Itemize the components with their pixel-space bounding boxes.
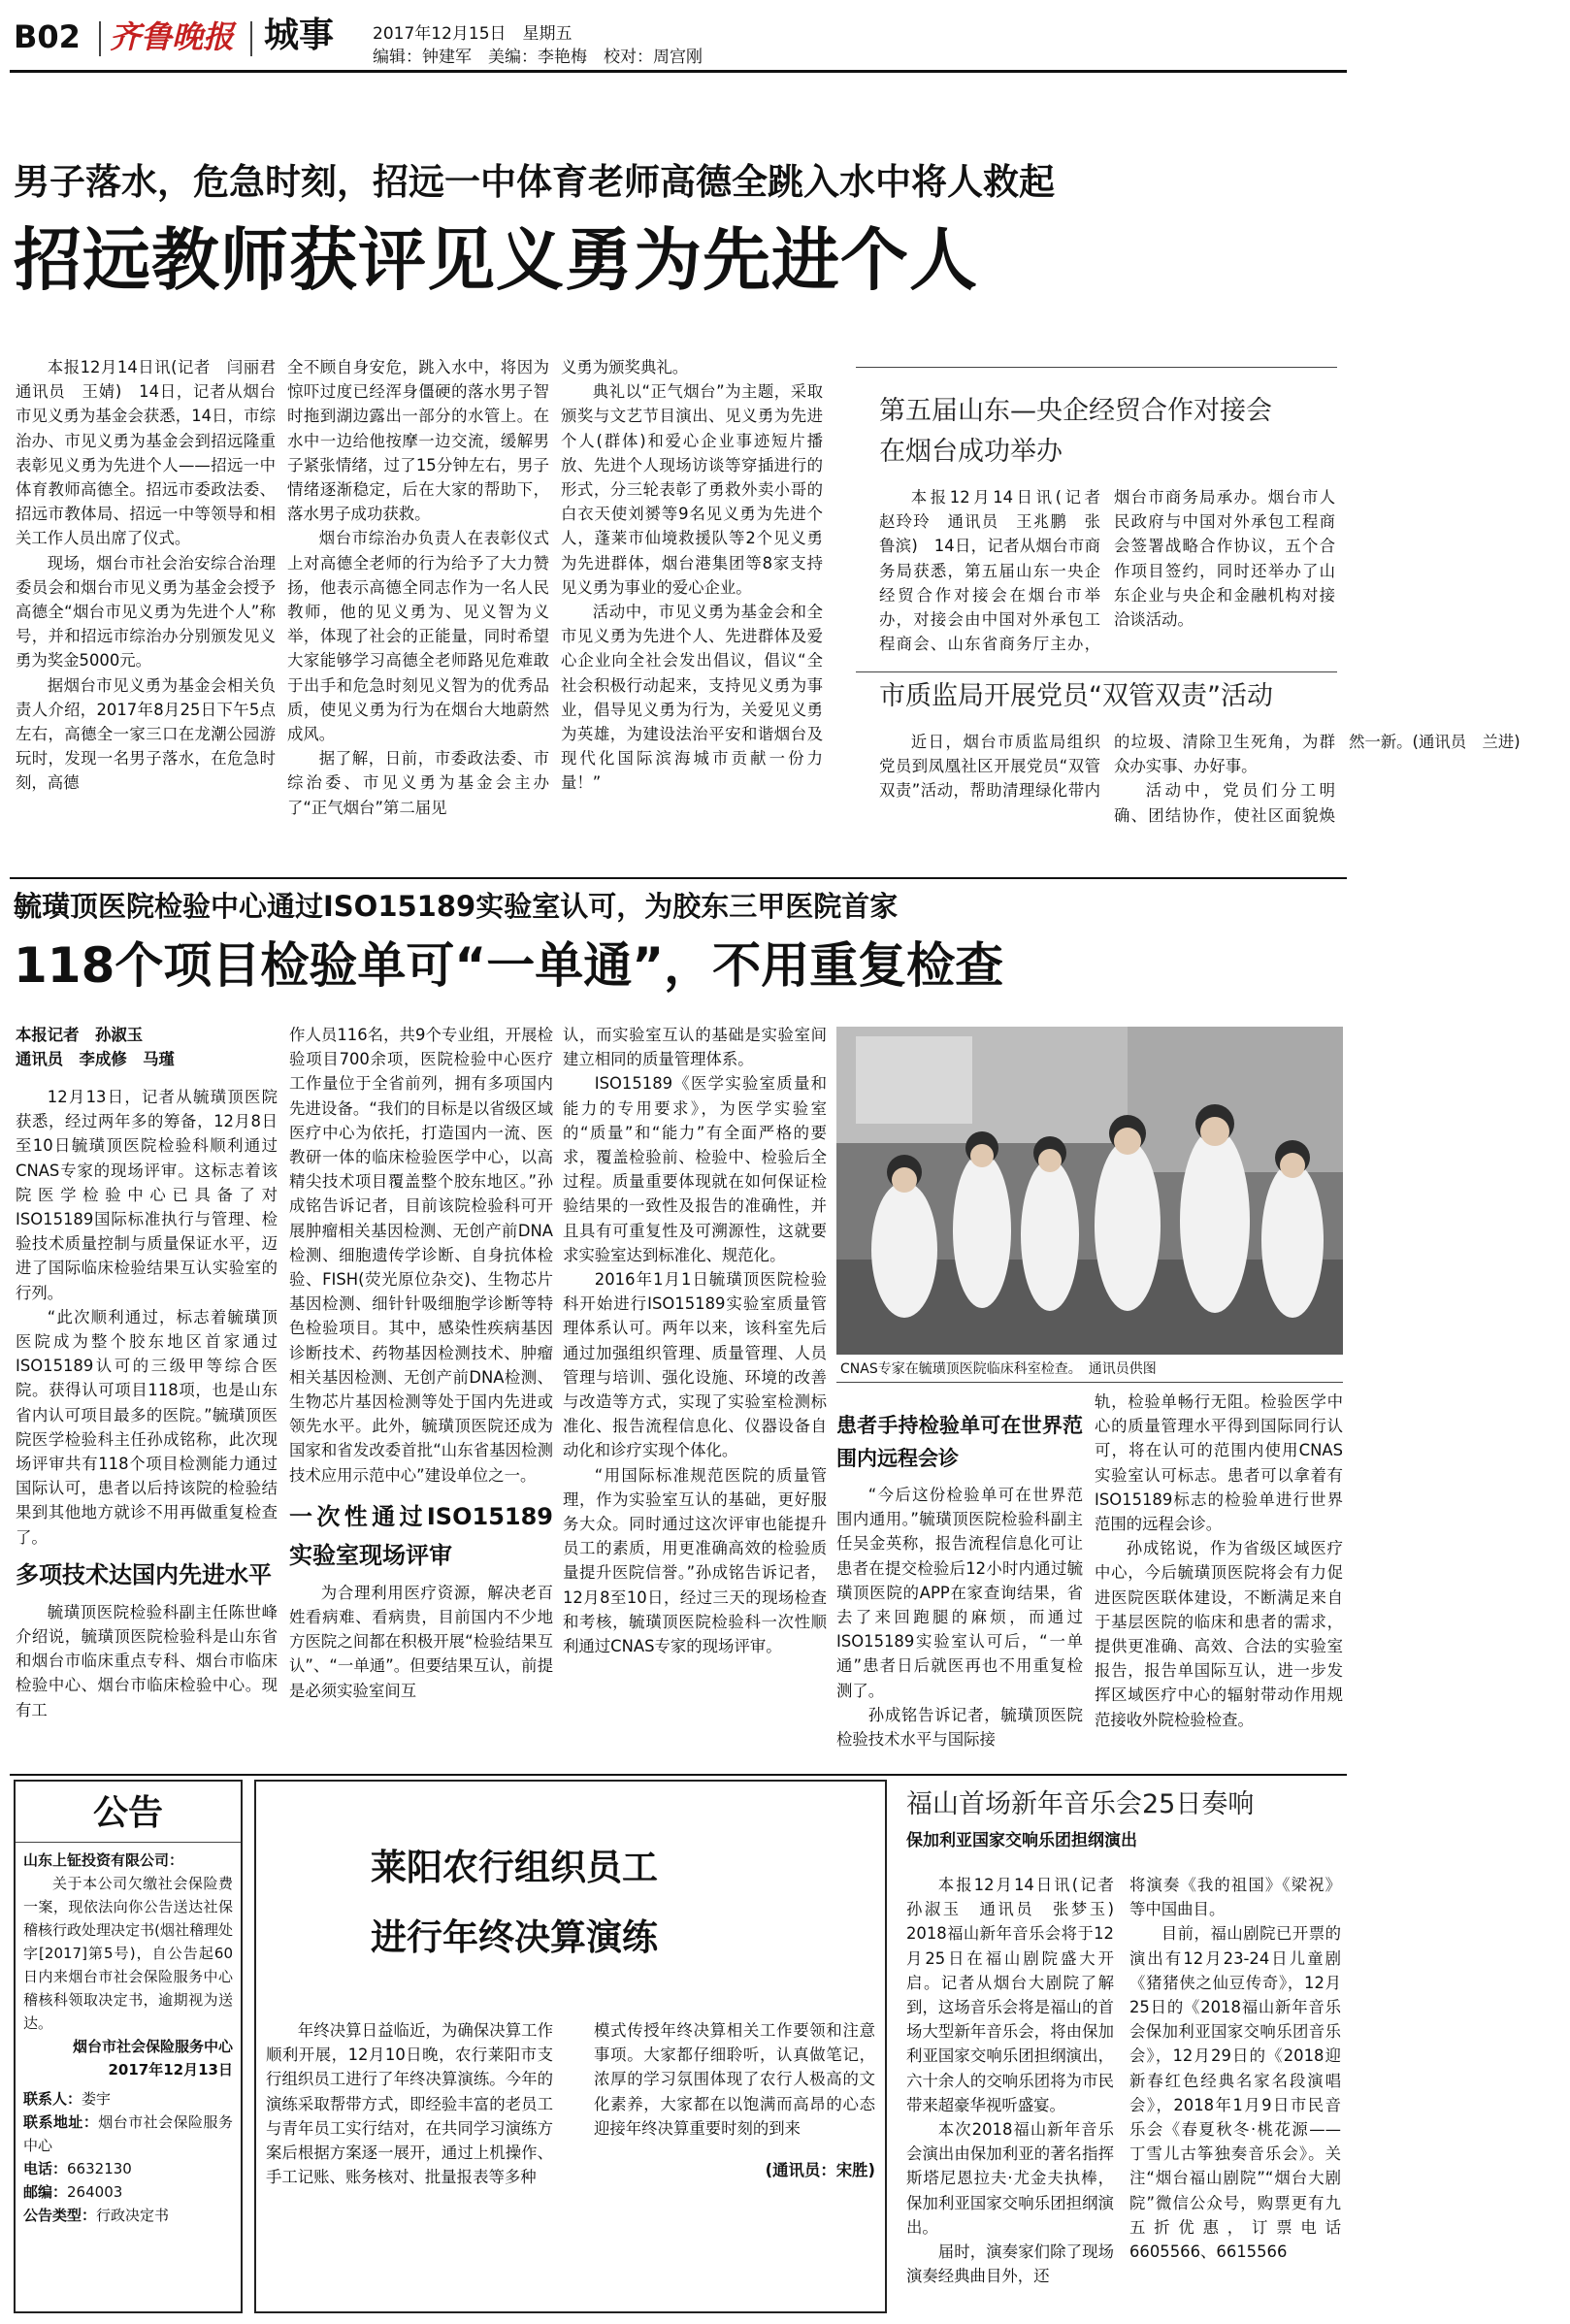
issue-date: 2017年12月15日 星期五 (373, 24, 572, 44)
notice-fields (23, 2087, 233, 2227)
lead-col1-p3: 据烟台市见义勇为基金会相关负责人介绍，2017年8月25日下午5点左右，高德全一家三口在龙潮公园游玩时，发现一名男子落水，在危急时刻，高德 (16, 675, 276, 793)
notice-title-rule (16, 1842, 241, 1843)
lead-col-2 (287, 355, 549, 820)
hospital-col-5 (1095, 1390, 1343, 1732)
lead-col2-p3: 据了解，日前，市委政法委、市综治委、市见义勇为基金会主办了“正气烟台”第二届见 (287, 749, 549, 817)
notice-field-value: 6632130 (67, 2160, 132, 2177)
lead-col3-p1: 义勇为颁奖典礼。 (561, 358, 689, 376)
lead-bottom-rule (10, 877, 1347, 879)
side-brief-1-p1: 本报12月14日讯(记者 赵玲玲 通讯员 王兆鹏 张鲁滨) 14日，记者从烟台市商务局获悉，第五届山东一央企经贸合作对接会在烟台市举办，对接会由中国对外承包工程商会、山东省商务厅主办，烟台市商务局承办。烟台市人民政府与中国对外承包工程商会签署战略合作协议，五个合作项目签约，同时还举办了山东企业与央企和金融机构对接洽谈活动。 (879, 488, 1335, 654)
lead-col-3 (561, 355, 823, 796)
hospital-col-4 (836, 1386, 1083, 1751)
notice-field-key: 邮编： (23, 2183, 68, 2201)
lead-col3-p2: 典礼以“正气烟台”为主题，采取颁奖与文艺节目演出、见义勇为先进个人(群体)和爱心企业事迹短片播放、先进个人现场访谈等穿插进行的形式，分三轮表彰了勇救外卖小哥的白衣天使刘赟等9名见义勇为先进个人，蓬莱市仙境救援队等2个见义勇为先进群体，烟台港集团等8家支持见义勇为事业的爱心企业。 (561, 382, 823, 597)
bank-signature: (通讯员：宋胜) (765, 2161, 875, 2180)
bank-col2-p1: 模式传授年终决算相关工作要领和注意事项。大家都仔细聆听，认真做笔记，浓厚的学习氛围体现了农行人极高的文化素养，大家都在以饱满而高昂的心态迎接年终决算重要时刻的到来 (594, 2021, 875, 2138)
notice-field (23, 2204, 233, 2227)
notice-field-key: 电话： (23, 2160, 68, 2177)
hospital-col-2 (289, 1023, 553, 1703)
hospital-col-1 (16, 1085, 278, 1722)
lead-kicker: 男子落水，危急时刻，招远一中体育老师高德全跳入水中将人救起 (14, 161, 1055, 203)
side-brief-mid-rule (856, 671, 1337, 672)
hospital-col2-p2: 为合理利用医疗资源，解决老百姓看病难、看病贵，目前国内不少地方医院之间都在积极开展“检验结果互认”、“一单通”。但要结果互认，前提是必须实验室间互 (289, 1583, 553, 1700)
bank-col-1 (266, 2018, 553, 2189)
page-code: B02 (14, 18, 81, 55)
hospital-col-3 (563, 1023, 827, 1658)
notice-field-key: 联系地址： (23, 2113, 99, 2131)
hospital-col1-subhead: 多项技术达国内先进水平 (16, 1560, 272, 1588)
side-brief-1-title-1: 第五届山东—央企经贸合作对接会 (879, 396, 1272, 426)
lead-col1-p2: 现场，烟台市社会治安综合治理委员会和烟台市见义勇为基金会授予高德全“烟台市见义勇为先进个人”称号，并和招远市综治办分别颁发见义勇为奖金5000元。 (16, 553, 276, 671)
hospital-col4-p2: 孙成铭告诉记者，毓璜顶医院检验技术水平与国际接 (836, 1705, 1083, 1750)
lead-col3-p3: 活动中，市见义勇为基金会和全市见义勇为先进个人、先进群体及爱心企业向全社会发出倡议，倡议“全社会积极行动起来，支持见义勇为事业，倡导见义勇为行为，关爱见义勇为英雄，为建设法治平安和谐烟台及现代化国际滨海城市贡献一份力量！” (561, 603, 823, 793)
hospital-photo-caption: CNAS专家在毓璜顶医院临床科室检查。 通讯员供图 (840, 1361, 1157, 1377)
bank-headline-2: 进行年终决算演练 (371, 1916, 658, 1958)
concert-title: 福山首场新年音乐会25日奏响 (906, 1789, 1255, 1819)
notice-title: 公告 (92, 1793, 163, 1833)
notice-box (14, 1780, 243, 2313)
side-brief-2-p1: 近日，烟台市质监局组织党员到凤凰社区开展党员“双管双责”活动，帮助清理绿化带内的垃圾、清除卫生死角，为群众办实事、办好事。 (879, 733, 1335, 801)
hospital-photo-image (836, 1027, 1343, 1355)
concert-col1-p2: 本次2018福山新年音乐会演出由保加利亚的著名指挥斯塔尼恩拉夫·尤金夫执棒，保加利亚国家交响乐团担纲演出。 (906, 2120, 1114, 2237)
hospital-col1-p2: “此次顺利通过，标志着毓璜顶医院成为整个胶东地区首家通过ISO15189认可的三级甲等综合医院。获得认可项目118项，也是山东省内认可项目最多的医院。”毓璜顶医院医学检验科主任孙成铭称，此次现场评审共有118个项目检测能力通过国际认可，患者以后持该院的检验结果到其他地方就诊不用再做重复检查了。 (16, 1307, 278, 1547)
lead-col2-p2: 烟台市综治办负责人在表彰仪式上对高德全老师的行为给予了大力赞扬，他表示高德全同志作为一名人民教师，他的见义勇为、见义智为义举，体现了社会的正能量，同时希望大家能够学习高德全老师路见危难敢于出手和危急时刻见义智为的优秀品质，使见义勇为行为在烟台大地蔚然成风。 (287, 529, 549, 744)
concert-col2-p1: 将演奏《我的祖国》《梁祝》等中国曲目。 (1129, 1876, 1341, 1919)
side-brief-top-rule (856, 367, 1337, 368)
issue-credits: 编辑：钟建军 美编：李艳梅 校对：周宫刚 (373, 48, 703, 67)
hospital-col3-p1: 认，而实验室互认的基础是实验室间建立相同的质量管理体系。 (563, 1026, 827, 1069)
notice-body: 关于本公司欠缴社会保险费一案，现依法向你公告送达社保稽核行政处理决定书(烟社稽理处字[2017]第5号)，自公告起60日内来烟台市社会保险服务中心稽核科领取决定书，逾期视为送达。 (23, 1875, 233, 2032)
concert-col1-p3: 届时，演奏家们除了现场演奏经典曲目外，还 (906, 2242, 1114, 2286)
notice-field (23, 2180, 233, 2204)
hospital-col3-p4: “用国际标准规范医院的质量管理，作为实验室互认的基础，更好服务大众。同时通过这次评审也能提升员工的素质，用更准确高效的检验质量提升医院信誉。”孙成铭告诉记者，12月8至10日，经过三天的现场检查和考核，毓璜顶医院检验科一次性顺利通过CNAS专家的现场评审。 (563, 1465, 827, 1656)
side-brief-2-title: 市质监局开展党员“双管双责”活动 (879, 681, 1273, 711)
notice-date: 2017年12月13日 (108, 2061, 233, 2079)
notice-addressee: 山东上钲投资有限公司： (23, 1851, 184, 1869)
bank-headline-1: 莱阳农行组织员工 (371, 1847, 658, 1888)
hospital-byline: 本报记者 孙淑玉 通讯员 李成修 马瑾 (16, 1026, 175, 1069)
hospital-col2-subhead: 一次性通过ISO15189实验室现场评审 (289, 1502, 553, 1569)
lead-headline: 招远教师获评见义勇为先进个人 (14, 220, 978, 300)
notice-field (23, 2157, 233, 2180)
caption-rule (836, 1382, 1343, 1383)
concert-col1-p1: 本报12月14日讯(记者 孙淑玉 通讯员 张梦玉) 2018福山新年音乐会将于12月25日在福山剧院盛大开启。记者从烟台大剧院了解到，这场音乐会将是福山的首场大型新年音乐会，将由保加利亚国家交响乐团担纲演出，六十余人的交响乐团将为市民带来超豪华视听盛宴。 (906, 1876, 1130, 2114)
notice-field-key: 公告类型： (23, 2207, 97, 2224)
concert-col-2 (1129, 1873, 1341, 2264)
lead-col1-p1: 本报12月14日讯(记者 闫丽君 通讯员 王婧) 14日，记者从烟台市见义勇为基金会获悉，14日，市综治办、市见义勇为基金会到招远隆重表彰见义勇为先进个人——招远一中体育教师高德全。招远市委政法委、招远市教体局、招远一中等领导和相关工作人员出席了仪式。 (16, 358, 292, 548)
side-brief-1-title-2: 在烟台成功举办 (879, 437, 1063, 467)
notice-field-key: 联系人： (23, 2090, 82, 2108)
hospital-col3-p3: 2016年1月1日毓璜顶医院检验科开始进行ISO15189实验室质量管理体系认可。两年以来，该科室先后通过加强组织管理、质量管理、人员管理与培训、强化设施、环境的改善与改造等方式，实现了实验室检测标准化、报告流程信息化、仪器设备自动化和诊疗实现个体化。 (563, 1270, 827, 1460)
hospital-kicker: 毓璜顶医院检验中心通过ISO15189实验室认可，为胶东三甲医院首家 (14, 890, 899, 923)
hospital-col1-p3: 毓璜顶医院检验科副主任陈世峰介绍说，毓璜顶医院检验科是山东省和烟台市临床重点专科、烟台市临床检验中心、烟台市临床检验中心。现有工 (16, 1602, 278, 1719)
side-brief-2-p2: 活动中，党员们分工明确、团结协作，使社区面貌焕然一新。(通讯员 兰进) (1114, 733, 1521, 825)
bank-col-2 (594, 2018, 875, 2182)
side-brief-2-body (879, 730, 1521, 833)
hospital-col4-subhead: 患者手持检验单可在世界范围内远程会诊 (836, 1414, 1083, 1470)
hospital-col2-p1: 作人员116名，共9个专业组，开展检验项目700余项，医院检验中心医疗工作量位于全省前列，拥有多项国内先进设备。“我们的目标是以省级区域医疗中心为依托，打造国内一流、医教研一体的临床检验医学中心，以高精尖技术项目覆盖整个胶东地区。”孙成铭告诉记者，目前该院检验科可开展肿瘤相关基因检测、无创产前DNA检测、细胞遗传学诊断、自身抗体检验、FISH(荧光原位杂交)、生物芯片基因检测、细针针吸细胞学诊断等特色检验项目。其中，感染性疾病基因诊断技术、药物基因检测技术、肿瘤相关基因检测、无创产前DNA检测、生物芯片基因检测等处于国内先进或领先水平。此外，毓璜顶医院还成为国家和省发改委首批“山东省基因检测技术应用示范中心”建设单位之一。 (289, 1026, 553, 1485)
bank-col1-p1: 年终决算日益临近，为确保决算工作顺利开展，12月10日晚，农行莱阳市支行组织员工进行了年终决算演练。今年的演练采取帮带方式，即经验丰富的老员工与青年员工实行结对，在共同学习演练方案后根据方案逐一展开，通过上机操作、手工记账、账务核对、批量报表等多种 (266, 2021, 553, 2187)
masthead-divider-2 (250, 21, 252, 56)
lead-col-1 (16, 355, 292, 796)
notice-field-value: 娄宇 (82, 2090, 112, 2108)
hospital-col4-p1: “今后这份检验单可在世界范围内通用。”毓璜顶医院检验科副主任吴金英称，报告流程信息化可让患者在提交检验后12小时内通过毓璜顶医院的APP在家查询结果，省去了来回跑腿的麻烦，而通过ISO15189实验室认可后，“一单通”患者日后就医再也不用重复检测了。 (836, 1486, 1083, 1700)
hospital-col1-p1: 12月13日，记者从毓璜顶医院获悉，经过两年多的筹备，12月8日至10日毓璜顶医院检验科顺利通过CNAS专家的现场评审。这标志着该院医学检验中心已具备了对ISO15189国际标准执行与管理、检验技术质量控制与质量保证水平，迈进了国际临床检验结果互认实验室的行列。 (16, 1088, 278, 1302)
notice-field-value: 烟台市社会保险服务中心 (23, 2113, 233, 2154)
concert-col2-p2: 目前，福山剧院已开票的演出有12月23-24日儿童剧《猪猪侠之仙豆传奇》，12月25日的《2018福山新年音乐会保加利亚国家交响乐团音乐会》，12月29日的《2018迎新春红色经典名家名段演唱会》，2018年1月9日市民音乐会《春夏秋冬·桃花源——丁雪儿古筝独奏音乐会》。关注“烟台福山剧院”“烟台大剧院”微信公众号，购票更有九五折优惠，订票电话6605566、6615566 (1129, 1924, 1341, 2262)
notice-field-value: 264003 (67, 2183, 123, 2201)
hospital-bottom-rule (10, 1774, 1347, 1776)
hospital-photo (836, 1027, 1343, 1355)
masthead-rule (10, 70, 1347, 73)
concert-subtitle: 保加利亚国家交响乐团担纲演出 (906, 1831, 1137, 1850)
hospital-headline: 118个项目检验单可“一单通”，不用重复检查 (14, 937, 1004, 994)
hospital-col3-p2: ISO15189《医学实验室质量和能力的专用要求》，为医学实验室的“质量”和“能力”有全面严格的要求，覆盖检验前、检验中、检验后全过程。质量重要体现就在如何保证检验结果的一致性及报告的准确性，并且具有可重复性及可溯源性，这就要求实验室达到标准化、规范化。 (563, 1074, 827, 1264)
notice-field-value: 行政决定书 (96, 2207, 170, 2224)
lead-col2-p1: 全不顾自身安危，跳入水中，将因为惊吓过度已经浑身僵硬的落水男子智时拖到湖边露出一部分的水管上。在水中一边给他按摩一边交流，缓解男子紧张情绪，过了15分钟左右，男子情绪逐渐稳定，后在大家的帮助下，落水男子成功获救。 (287, 358, 549, 524)
concert-col-1 (906, 1873, 1130, 2288)
notice-field (23, 2111, 233, 2157)
notice-field (23, 2087, 233, 2111)
hospital-col5-p1: 轨，检验单畅行无阻。检验医学中心的质量管理水平得到国际同行认可，将在认可的范围内使用CNAS实验室认可标志。患者可以拿着有ISO15189标志的检验单进行世界范围的远程会诊。 (1095, 1392, 1343, 1534)
hospital-col5-p2: 孙成铭说，作为省级区域医疗中心，今后毓璜顶医院将会有力促进医院医联体建设，不断满足来自于基层医院的临床和患者的需求，提供更准确、高效、合法的实验室报告，报告单国际互认，进一步发挥区域医疗中心的辐射带动作用规范接收外院检验检查。 (1095, 1539, 1343, 1729)
side-brief-1-body (879, 485, 1335, 660)
paper-logo: 齐鲁晚报 (110, 18, 235, 55)
section-name: 城事 (264, 16, 335, 55)
masthead-divider-1 (99, 21, 101, 56)
notice-issuer: 烟台市社会保险服务中心 (72, 2038, 233, 2055)
